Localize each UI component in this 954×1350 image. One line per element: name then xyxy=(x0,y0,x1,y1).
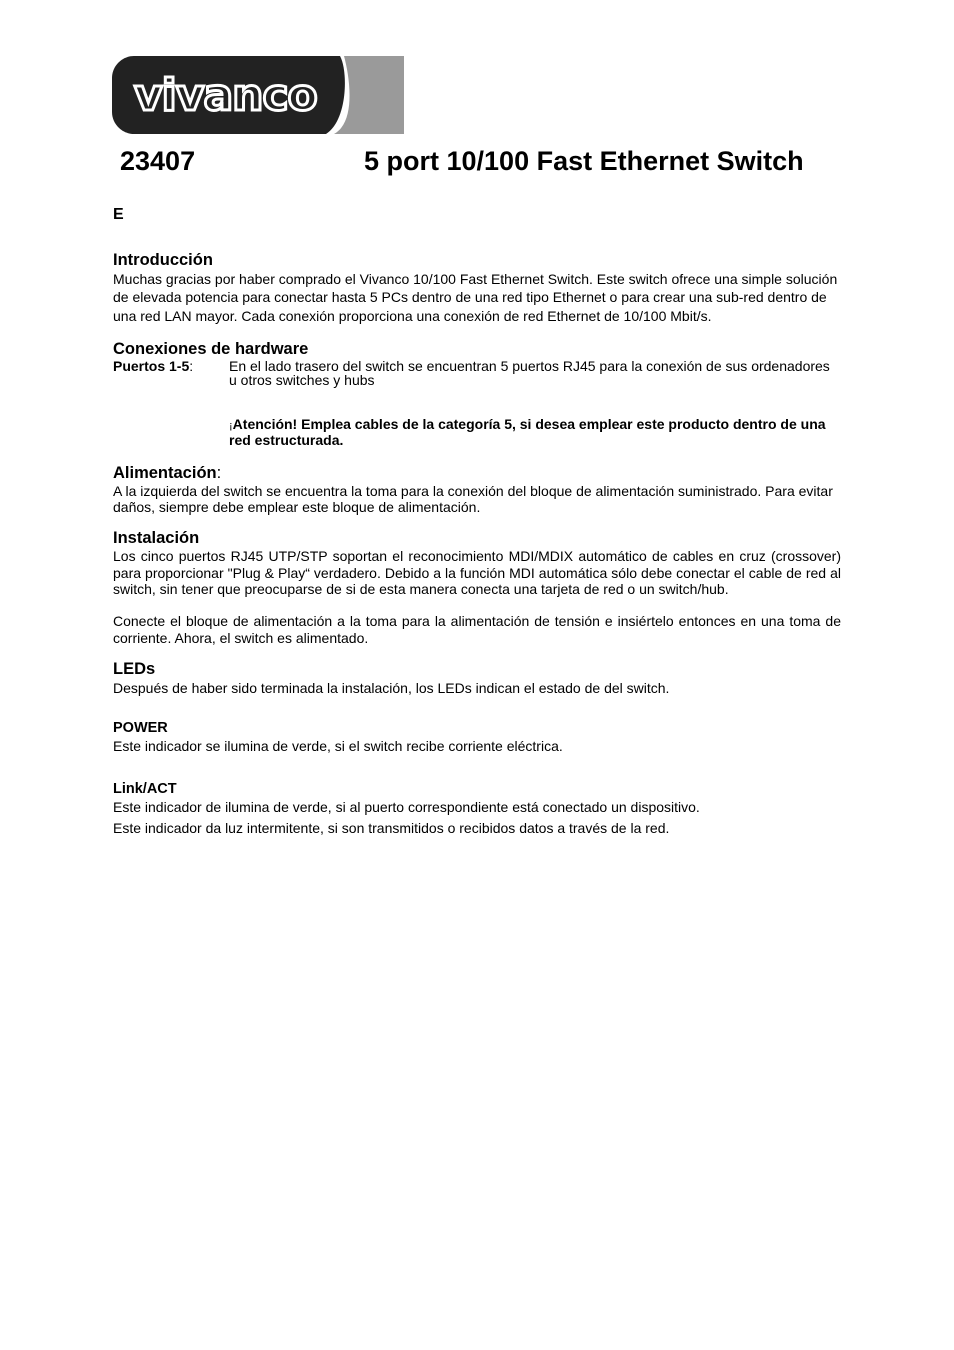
intro-body: Muchas gracias por haber comprado el Vivanco 10/100 Fast Ethernet Switch. Este switch ofrece una simple solución de elevada potencia para conectar hasta 5 PCs dentro de una red tipo Ethernet o para crear una sub-red dentro de una red LAN mayor. Cada conexión proporciona una conexión de red Ethernet de 10/100 Mbit/s. xyxy=(113,271,838,324)
document-title xyxy=(120,146,880,180)
product-title: 5 port 10/100 Fast Ethernet Switch xyxy=(364,146,804,176)
vivanco-logo xyxy=(112,56,404,134)
link-led-text-1: Este indicador de ilumina de verde, si al puerto correspondiente está conectado un dispositivo. xyxy=(113,798,700,815)
power-heading: Alimentación: xyxy=(113,463,222,482)
hardware-heading: Conexiones de hardware xyxy=(113,339,309,358)
ports-label: Puertos 1-5: xyxy=(113,357,194,374)
power-led-label: POWER xyxy=(113,720,168,737)
install-heading: Instalación xyxy=(113,529,200,548)
link-led-label: Link/ACT xyxy=(113,780,177,797)
leds-heading: LEDs xyxy=(113,659,156,678)
leds-body: Después de haber sido terminada la instalación, los LEDs indican el estado de del switch. xyxy=(113,679,670,696)
category5-warning: ¡Atención! Emplea cables de la categoría 5, si desea emplear este producto dentro de una red estructurada. xyxy=(229,415,826,449)
svg-text:vivanco: vivanco xyxy=(134,70,317,121)
ports-row xyxy=(113,359,841,388)
ports-text: En el lado trasero del switch se encuentran 5 puertos RJ45 para la conexión de sus ordenadores u otros switches y hubs xyxy=(229,357,830,389)
article-number: 23407 xyxy=(120,146,196,176)
power-led-text: Este indicador se ilumina de verde, si el switch recibe corriente eléctrica. xyxy=(113,738,563,755)
install-body-1: Los cinco puertos RJ45 UTP/STP soportan el reconocimiento MDI/MDIX automático de cables en cruz (crossover) para proporcionar "Plug & Play“ verdadero. Debido a la función MDI automática sólo debe conectar el cable de red al switch, sin tener que preocuparse de si de esta manera conecta una tarjeta de red o un switch/hub. xyxy=(113,548,841,598)
install-body-2: Conecte el bloque de alimentación a la toma para la alimentación de tensión e insiértelo entonces en una toma de corriente. Ahora, el switch es alimentado. xyxy=(113,613,841,646)
intro-heading: Introducción xyxy=(113,251,213,269)
manual-content xyxy=(113,206,841,837)
link-led-text-2: Este indicador da luz intermitente, si son transmitidos o recibidos datos a través de la red. xyxy=(113,819,670,836)
power-body: A la izquierda del switch se encuentra la toma para la conexión del bloque de alimentación suministrado. Para evitar daños, siempre debe emplear este bloque de alimentación. xyxy=(113,482,833,516)
language-code: E xyxy=(113,206,124,223)
